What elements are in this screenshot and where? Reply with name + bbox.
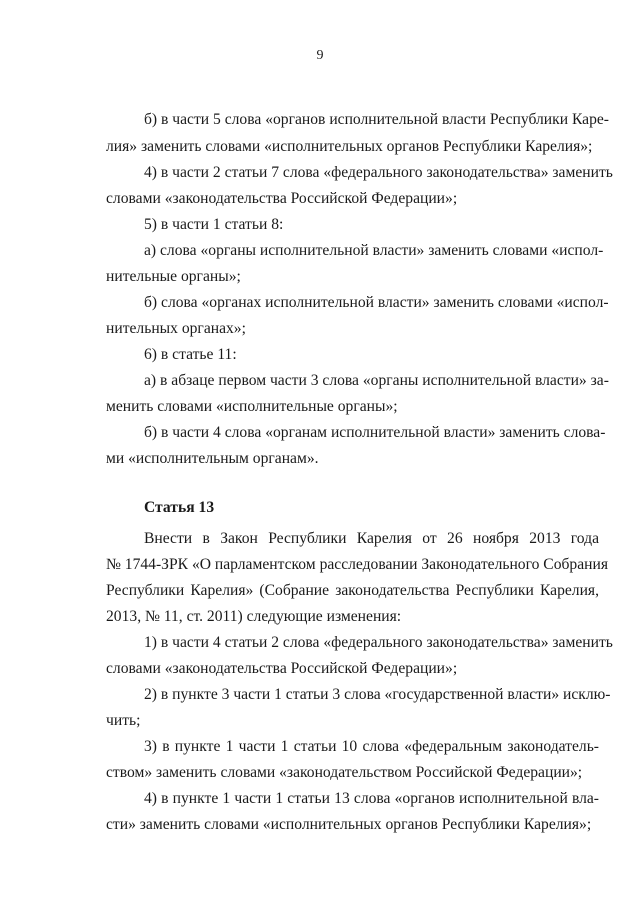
text-line: а) в абзаце первом части 3 слова «органы исполнительной власти» за-: [144, 372, 609, 389]
text-line: 6) в статье 11:: [144, 346, 237, 363]
page-number: 9: [316, 48, 324, 63]
text-line: б) слова «органах исполнительной власти» заменить словами «испол-: [144, 294, 609, 311]
text-line: а) слова «органы исполнительной власти» заменить словами «испол-: [144, 242, 604, 259]
text-line: чить;: [106, 712, 141, 729]
text-line: 2) в пункте 3 части 1 статьи 3 слова «государственной власти» исклю-: [144, 686, 611, 703]
text-line: Республики Карелия» (Собрание законодательства Республики Карелия,: [106, 582, 599, 599]
text-line: б) в части 5 слова «органов исполнительной власти Республики Каре-: [144, 111, 609, 128]
text-line: нительные органы»;: [106, 268, 241, 285]
text-line: 1) в части 4 статьи 2 слова «федерального законодательства» заменить: [144, 634, 613, 651]
text-line: сти» заменить словами «исполнительных органов Республики Карелия»;: [106, 816, 592, 833]
text-line: 4) в пункте 1 части 1 статьи 13 слова «органов исполнительной вла-: [144, 790, 599, 807]
text-line: № 1744-ЗРК «О парламентском расследовании Законодательного Собрания: [106, 556, 609, 573]
text-line: менить словами «исполнительные органы»;: [106, 398, 398, 415]
text-line: словами «законодательства Российской Федерации»;: [106, 660, 458, 677]
text-line: 2013, № 11, ст. 2011) следующие изменения:: [106, 608, 402, 625]
text-line: лия» заменить словами «исполнительных органов Республики Карелия»;: [106, 138, 593, 155]
text-line: 3) в пункте 1 части 1 статьи 10 слова «федеральным законодатель-: [144, 738, 599, 755]
article-heading: Статья 13: [144, 499, 215, 516]
text-line: ством» заменить словами «законодательством Российской Федерации»;: [106, 764, 583, 781]
text-line: ми «исполнительным органам».: [106, 450, 319, 467]
text-line: 4) в части 2 статьи 7 слова «федерального законодательства» заменить: [144, 164, 613, 181]
text-line: 5) в части 1 статьи 8:: [144, 216, 284, 233]
text-line: б) в части 4 слова «органам исполнительной власти» заменить слова-: [144, 424, 606, 441]
text-line: словами «законодательства Российской Федерации»;: [106, 190, 458, 207]
text-line: нительных органах»;: [106, 320, 246, 337]
text-line: Внести в Закон Республики Карелия от 26 ноября 2013 года: [144, 530, 599, 547]
